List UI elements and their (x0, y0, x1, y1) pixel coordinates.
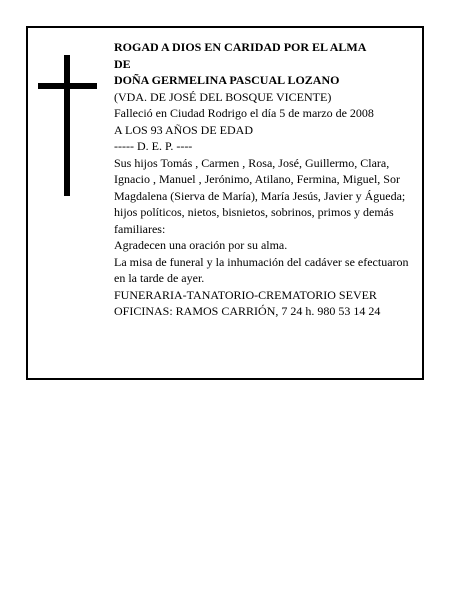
obituary-text-block (114, 39, 420, 320)
funeral-info: La misa de funeral y la inhumación del cadáver se efectuaron en la tarde de ayer. (114, 254, 409, 285)
offices-contact: OFICINAS: RAMOS CARRIÓN, 7 24 h. 980 53 14 24 (114, 304, 381, 318)
age-at-death: A LOS 93 AÑOS DE EDAD (114, 122, 254, 137)
notice-heading-line2: DE (114, 56, 131, 71)
prayer-thanks: Agradecen una oración por su alma. (114, 238, 288, 252)
cross-icon-horizontal-bar (38, 83, 97, 89)
notice-heading-line1: ROGAD A DIOS EN CARIDAD POR EL ALMA (114, 40, 367, 54)
rip-line: ----- D. E. P. ---- (114, 139, 193, 153)
widow-of: (VDA. DE JOSÉ DEL BOSQUE VICENTE) (114, 89, 332, 104)
deceased-name: DOÑA GERMELINA PASCUAL LOZANO (114, 73, 340, 87)
cross-icon-vertical-bar (64, 55, 70, 196)
funeral-home: FUNERARIA-TANATORIO-CREMATORIO SEVER (114, 287, 377, 302)
family-members: Sus hijos Tomás , Carmen , Rosa, José, Guillermo, Clara, Ignacio , Manuel , Jerónimo, Atilano, Fermina, Miguel, Sor Magdalena (Sierva de María), María Jesús, Javier y Águeda; hijos políticos, nietos, bisnietos, sobrinos, primos y demás familiares: (114, 155, 406, 236)
death-place-date: Falleció en Ciudad Rodrigo el día 5 de marzo de 2008 (114, 106, 374, 120)
